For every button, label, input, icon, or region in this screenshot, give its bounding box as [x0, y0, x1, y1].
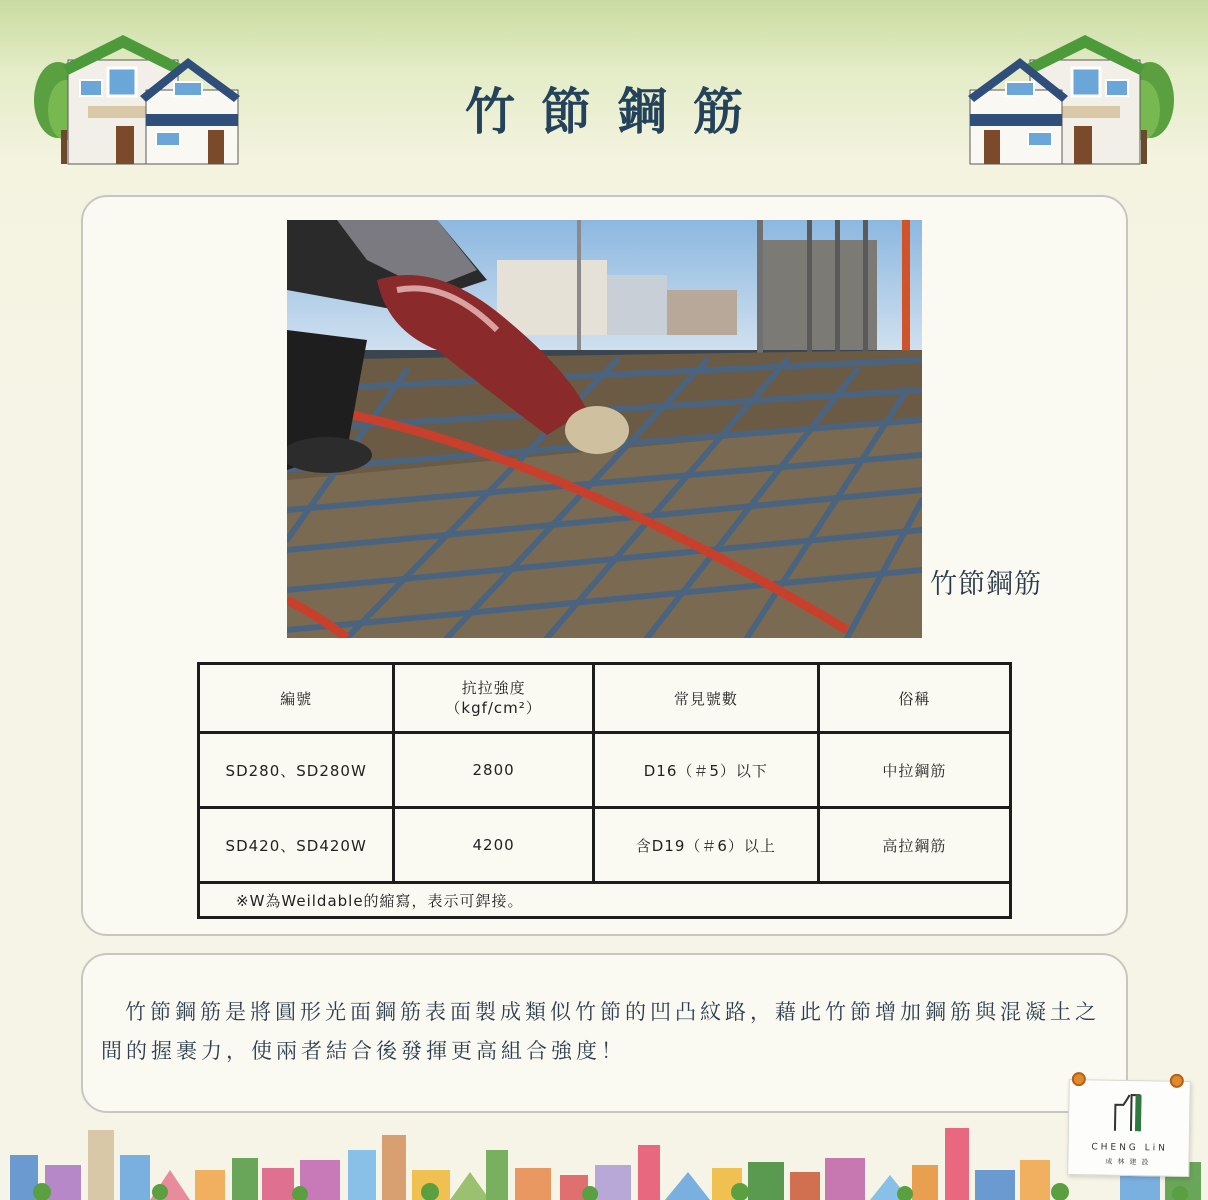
company-logo-mark: [1069, 1080, 1192, 1142]
cell-strength: 2800: [394, 733, 593, 808]
cell-number: SD280、SD280W: [199, 733, 394, 808]
cell-name: 中拉鋼筋: [818, 733, 1010, 808]
rebar-photo-illustration: [287, 220, 922, 638]
cell-size: 含D19（＃6）以上: [593, 808, 818, 883]
table-row: [199, 733, 1011, 808]
cell-number: SD420、SD420W: [199, 808, 394, 883]
company-name: CHENG LiN: [1091, 1142, 1169, 1154]
table-note-row: [199, 883, 1011, 918]
spec-table: [197, 662, 1012, 919]
header-tensile-unit: （kgf/cm²）: [445, 699, 542, 717]
table-header-row: [199, 664, 1011, 733]
header-common-size: 常見號數: [593, 664, 818, 733]
table-note: ※W為Weildable的縮寫，表示可銲接。: [199, 883, 1011, 918]
cell-size: D16（＃5）以下: [593, 733, 818, 808]
cell-name: 高拉鋼筋: [818, 808, 1010, 883]
header-tensile-label: 抗拉強度: [461, 679, 526, 697]
table-row: [199, 808, 1011, 883]
header-common-name: 俗稱: [818, 664, 1010, 733]
page-title: 竹節鋼筋: [465, 83, 769, 141]
header-number: 編號: [199, 664, 394, 733]
company-name-chinese: 成林建設: [1105, 1157, 1154, 1167]
header-tensile-strength: [394, 664, 593, 733]
cell-strength: 4200: [394, 808, 593, 883]
company-logo-card: [1067, 1079, 1191, 1177]
city-skyline-illustration: [0, 1120, 1208, 1200]
rebar-photo: [287, 220, 922, 638]
description-text: 竹節鋼筋是將圓形光面鋼筋表面製成類似竹節的凹凸紋路，藉此竹節增加鋼筋與混凝土之間的握裹力，使兩者結合後發揮更高組合強度！: [101, 1000, 1100, 1063]
photo-caption: 竹節鋼筋: [930, 569, 1042, 600]
